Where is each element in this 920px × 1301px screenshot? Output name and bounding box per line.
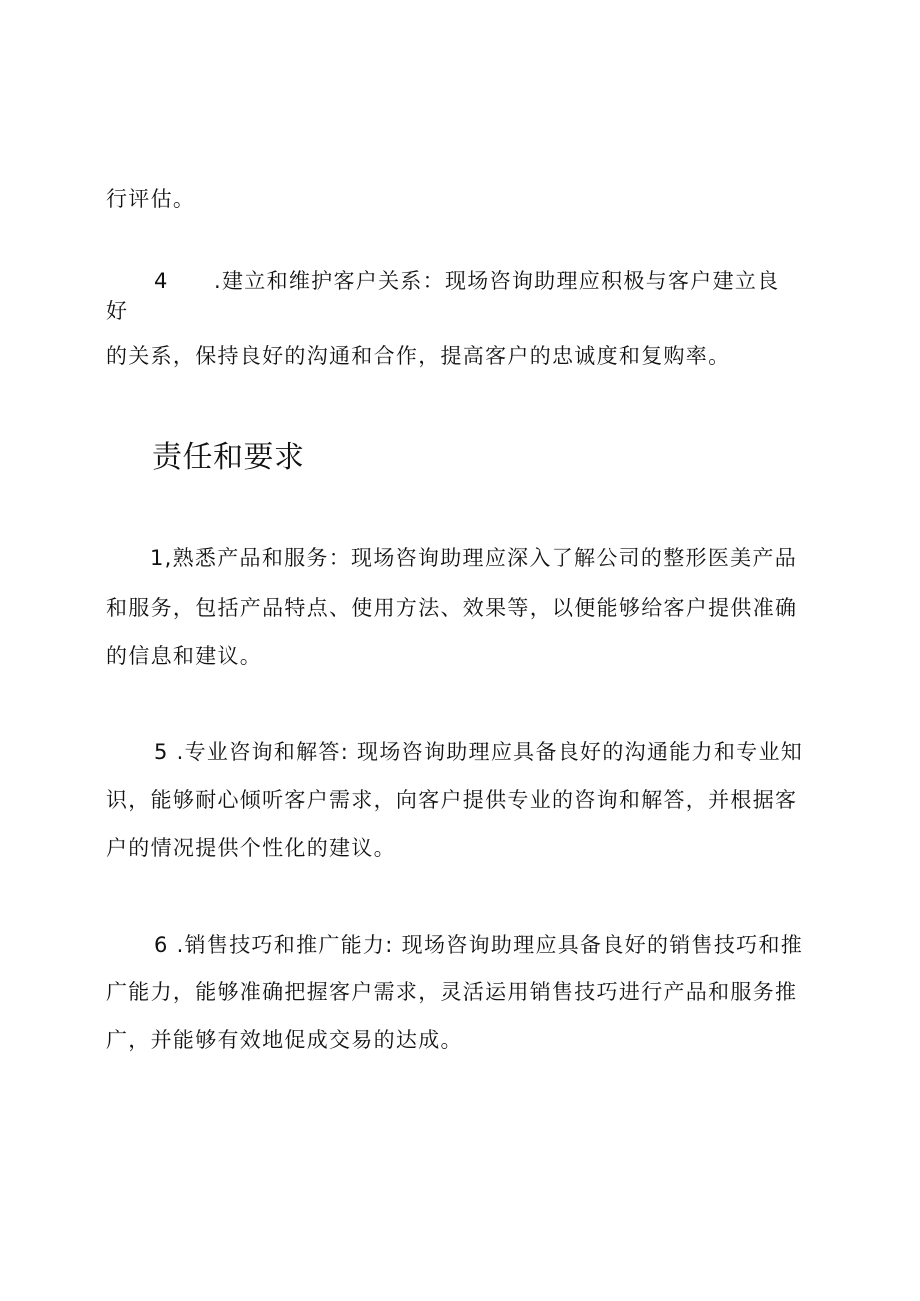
item-1-line-3: 的信息和建议。	[106, 644, 263, 668]
paragraph-intro-tail: 行评估。	[106, 187, 196, 211]
item-5-line-2: 识，能够耐心倾听客户需求，向客户提供专业的咨询和解答，并根据客	[106, 788, 798, 812]
item-4-line-2: 好	[106, 299, 129, 323]
item-4-first-line	[154, 266, 779, 296]
item-1-line-1: 1,熟悉产品和服务：现场咨询助理应深入了解公司的整形医美产品	[150, 546, 798, 570]
section-title: 责任和要求	[152, 440, 305, 475]
item-4-line-3: 的关系，保持良好的沟通和合作，提高客户的忠诚度和复购率。	[106, 344, 731, 368]
item-6-line-3: 广，并能够有效地促成交易的达成。	[106, 1028, 463, 1052]
item-1-line-2: 和服务，包括产品特点、使用方法、效果等，以便能够给客户提供准确	[106, 596, 798, 620]
item-5-line-3: 户的情况提供个性化的建议。	[106, 836, 396, 860]
item-6-line-2: 广能力，能够准确把握客户需求，灵活运用销售技巧进行产品和服务推	[106, 980, 798, 1004]
item-5-line-1: 5 .专业咨询和解答: 现场咨询助理应具备良好的沟通能力和专业知	[154, 740, 804, 764]
item-4-number: 4	[154, 269, 169, 293]
item-4-line-1: .建立和维护客户关系：现场咨询助理应积极与客户建立良	[214, 269, 780, 293]
item-6-line-1: 6 .销售技巧和推广能力: 现场咨询助理应具备良好的销售技巧和推	[154, 933, 804, 957]
